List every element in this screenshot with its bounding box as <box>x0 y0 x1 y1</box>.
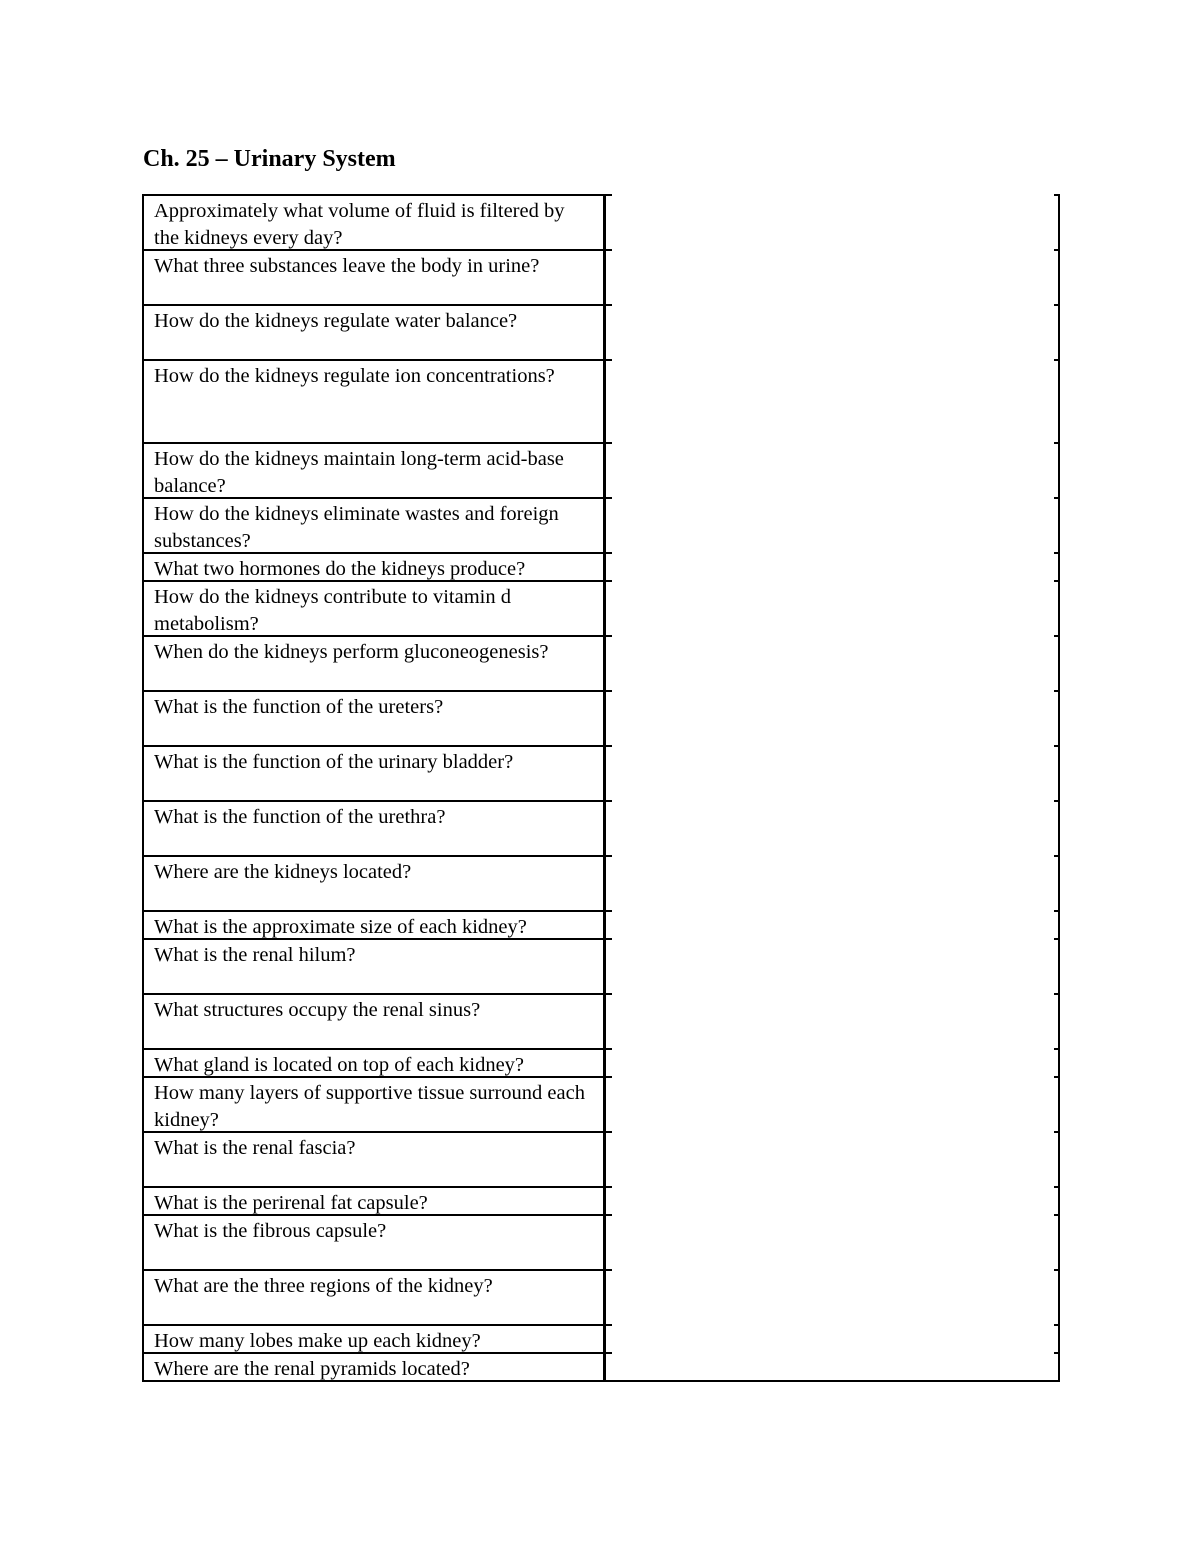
table-row <box>142 690 1060 745</box>
table-row <box>142 1076 1060 1131</box>
question-cell: How do the kidneys contribute to vitamin d metabolism? <box>142 582 606 635</box>
table-row <box>142 359 1060 442</box>
answer-cell[interactable] <box>606 1078 1060 1131</box>
answer-cell[interactable] <box>606 1050 1060 1076</box>
table-row <box>142 855 1060 910</box>
table-row <box>142 800 1060 855</box>
answer-cell[interactable] <box>606 1188 1060 1214</box>
question-cell: How do the kidneys regulate ion concentrations? <box>142 361 606 442</box>
table-row <box>142 910 1060 938</box>
answer-cell[interactable] <box>606 912 1060 938</box>
question-cell: How do the kidneys maintain long-term acid-base balance? <box>142 444 606 497</box>
answer-cell[interactable] <box>606 692 1060 745</box>
question-cell: What is the function of the ureters? <box>142 692 606 745</box>
answer-cell[interactable] <box>606 637 1060 690</box>
question-table <box>142 194 1060 1382</box>
answer-cell[interactable] <box>606 499 1060 552</box>
answer-cell[interactable] <box>606 1133 1060 1186</box>
answer-cell[interactable] <box>606 802 1060 855</box>
page-title: Ch. 25 – Urinary System <box>143 146 396 172</box>
question-cell: What structures occupy the renal sinus? <box>142 995 606 1048</box>
answer-cell[interactable] <box>606 554 1060 580</box>
question-cell: What is the perirenal fat capsule? <box>142 1188 606 1214</box>
answer-cell[interactable] <box>606 747 1060 800</box>
table-row <box>142 1048 1060 1076</box>
answer-cell[interactable] <box>606 444 1060 497</box>
answer-cell[interactable] <box>606 306 1060 359</box>
question-cell: Approximately what volume of fluid is filtered by the kidneys every day? <box>142 196 606 249</box>
answer-cell[interactable] <box>606 1326 1060 1352</box>
question-cell: Where are the kidneys located? <box>142 857 606 910</box>
question-cell: How do the kidneys regulate water balance? <box>142 306 606 359</box>
question-cell: How many layers of supportive tissue surround each kidney? <box>142 1078 606 1131</box>
table-row <box>142 938 1060 993</box>
table-row <box>142 194 1060 249</box>
question-cell: What are the three regions of the kidney? <box>142 1271 606 1324</box>
table-row <box>142 1186 1060 1214</box>
table-row <box>142 993 1060 1048</box>
answer-cell[interactable] <box>606 1216 1060 1269</box>
table-row <box>142 635 1060 690</box>
question-cell: What gland is located on top of each kidney? <box>142 1050 606 1076</box>
table-row <box>142 249 1060 304</box>
table-row <box>142 304 1060 359</box>
question-cell: How many lobes make up each kidney? <box>142 1326 606 1352</box>
answer-cell[interactable] <box>606 196 1060 249</box>
table-row <box>142 1352 1060 1382</box>
question-cell: What is the renal hilum? <box>142 940 606 993</box>
question-cell: What is the fibrous capsule? <box>142 1216 606 1269</box>
question-cell: What is the function of the urethra? <box>142 802 606 855</box>
answer-cell[interactable] <box>606 940 1060 993</box>
question-cell: What three substances leave the body in urine? <box>142 251 606 304</box>
answer-cell[interactable] <box>606 995 1060 1048</box>
answer-cell[interactable] <box>606 1271 1060 1324</box>
table-row <box>142 1269 1060 1324</box>
table-row <box>142 745 1060 800</box>
table-row <box>142 580 1060 635</box>
table-row <box>142 1131 1060 1186</box>
question-cell: How do the kidneys eliminate wastes and foreign substances? <box>142 499 606 552</box>
answer-cell[interactable] <box>606 582 1060 635</box>
question-cell: What is the renal fascia? <box>142 1133 606 1186</box>
question-cell: What two hormones do the kidneys produce? <box>142 554 606 580</box>
answer-cell[interactable] <box>606 1354 1060 1380</box>
table-row <box>142 442 1060 497</box>
table-row <box>142 1324 1060 1352</box>
answer-cell[interactable] <box>606 857 1060 910</box>
question-cell: What is the function of the urinary bladder? <box>142 747 606 800</box>
answer-cell[interactable] <box>606 251 1060 304</box>
table-row <box>142 497 1060 552</box>
question-cell: What is the approximate size of each kidney? <box>142 912 606 938</box>
question-cell: Where are the renal pyramids located? <box>142 1354 606 1380</box>
table-row <box>142 552 1060 580</box>
answer-cell[interactable] <box>606 361 1060 442</box>
table-row <box>142 1214 1060 1269</box>
question-cell: When do the kidneys perform gluconeogenesis? <box>142 637 606 690</box>
